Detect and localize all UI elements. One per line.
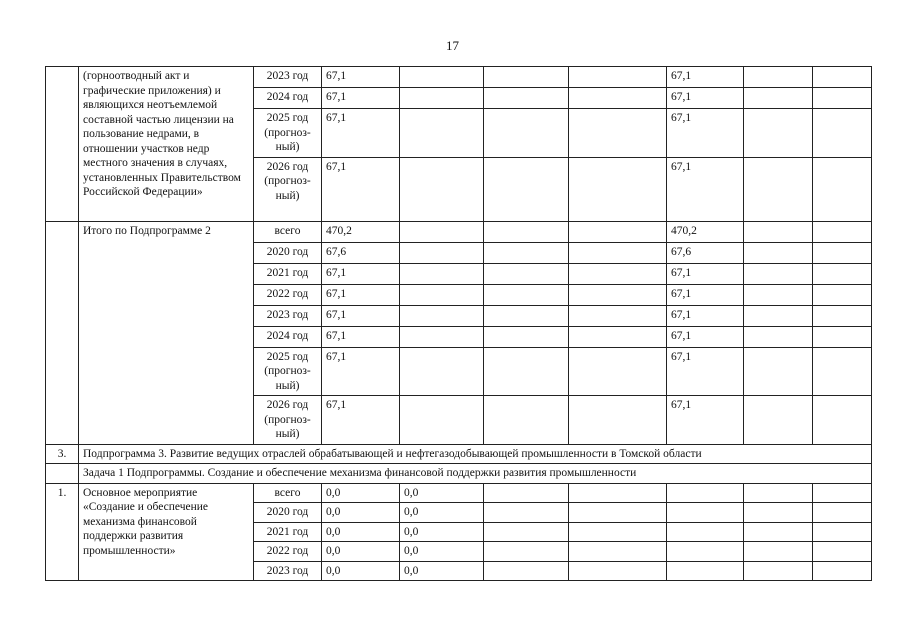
task-title: Задача 1 Подпрограммы. Создание и обеспечение механизма финансовой поддержки развития промышленности bbox=[79, 464, 872, 484]
total-cell: 67,1 bbox=[322, 67, 400, 88]
page-number: 17 bbox=[446, 38, 459, 53]
year-cell: 2021 год bbox=[254, 522, 322, 542]
total-cell: 0,0 bbox=[322, 503, 400, 523]
table-cell bbox=[484, 483, 569, 503]
table-cell bbox=[813, 503, 872, 523]
year-cell: 2020 год bbox=[254, 503, 322, 523]
table-cell bbox=[813, 157, 872, 221]
total-cell: 0,0 bbox=[322, 561, 400, 581]
table-cell bbox=[484, 88, 569, 109]
table-cell bbox=[46, 67, 79, 222]
table-cell bbox=[569, 109, 667, 158]
table-cell bbox=[744, 522, 813, 542]
table-cell bbox=[744, 157, 813, 221]
table-cell bbox=[813, 561, 872, 581]
table-cell bbox=[400, 88, 484, 109]
total-cell: 0,0 bbox=[322, 522, 400, 542]
year-cell: 2022 год bbox=[254, 284, 322, 305]
table-cell bbox=[813, 221, 872, 242]
table-cell bbox=[400, 284, 484, 305]
table-cell bbox=[569, 396, 667, 445]
table-cell bbox=[744, 561, 813, 581]
local-budget-cell: 67,1 bbox=[667, 263, 744, 284]
subprogram-total-label: Итого по Подпрограмме 2 bbox=[79, 221, 254, 444]
table-row bbox=[46, 464, 872, 484]
row-number: 3. bbox=[46, 444, 79, 464]
year-cell: 2026 год (прогноз- ный) bbox=[254, 157, 322, 221]
local-budget-cell: 67,1 bbox=[667, 396, 744, 445]
local-budget-cell: 67,1 bbox=[667, 88, 744, 109]
table-cell bbox=[744, 483, 813, 503]
table-cell bbox=[569, 561, 667, 581]
local-budget-cell: 470,2 bbox=[667, 221, 744, 242]
year-cell: 2021 год bbox=[254, 263, 322, 284]
subprogram-title: Подпрограмма 3. Развитие ведущих отраслей обрабатывающей и нефтегазодобывающей промышленности в Томской области bbox=[79, 444, 872, 464]
federal-budget-cell: 0,0 bbox=[400, 503, 484, 523]
federal-budget-cell: 0,0 bbox=[400, 542, 484, 562]
total-cell: 67,1 bbox=[322, 88, 400, 109]
local-budget-cell: 67,1 bbox=[667, 157, 744, 221]
table-cell bbox=[484, 284, 569, 305]
table-cell bbox=[569, 542, 667, 562]
budget-table bbox=[45, 66, 872, 581]
federal-budget-cell: 0,0 bbox=[400, 561, 484, 581]
table-cell bbox=[400, 347, 484, 396]
table-cell bbox=[569, 242, 667, 263]
table-cell bbox=[744, 284, 813, 305]
year-cell: 2025 год (прогноз- ный) bbox=[254, 347, 322, 396]
table-cell bbox=[744, 347, 813, 396]
year-cell: 2023 год bbox=[254, 67, 322, 88]
table-row bbox=[46, 444, 872, 464]
table-cell bbox=[813, 542, 872, 562]
row-number: 1. bbox=[46, 483, 79, 581]
total-cell: 0,0 bbox=[322, 483, 400, 503]
table-cell bbox=[813, 263, 872, 284]
table-cell bbox=[484, 396, 569, 445]
table-cell bbox=[813, 522, 872, 542]
year-cell: 2023 год bbox=[254, 561, 322, 581]
table-cell bbox=[569, 221, 667, 242]
total-cell: 67,1 bbox=[322, 263, 400, 284]
table-cell bbox=[569, 284, 667, 305]
table-cell bbox=[744, 242, 813, 263]
table-cell bbox=[400, 221, 484, 242]
table-cell bbox=[569, 263, 667, 284]
table-cell bbox=[569, 88, 667, 109]
table-row bbox=[46, 483, 872, 503]
table-cell bbox=[569, 483, 667, 503]
table-cell bbox=[813, 347, 872, 396]
total-cell: 67,1 bbox=[322, 284, 400, 305]
table-cell bbox=[484, 109, 569, 158]
total-cell: 67,1 bbox=[322, 109, 400, 158]
year-cell: 2024 год bbox=[254, 326, 322, 347]
table-cell bbox=[569, 157, 667, 221]
year-cell: всего bbox=[254, 483, 322, 503]
table-cell bbox=[46, 464, 79, 484]
activity-description: (горноотводный акт и графические приложения) и являющихся неотъемлемой составной частью лицензии на пользование недрами, в отношении участков недр местного значения в случаях, установленных Правительством Российской Федерации» bbox=[79, 67, 254, 222]
table-cell bbox=[813, 326, 872, 347]
table-cell bbox=[484, 242, 569, 263]
table-cell bbox=[744, 305, 813, 326]
year-cell: 2023 год bbox=[254, 305, 322, 326]
table-cell bbox=[484, 157, 569, 221]
table-cell bbox=[484, 221, 569, 242]
year-cell: всего bbox=[254, 221, 322, 242]
table-cell bbox=[400, 109, 484, 158]
table-cell bbox=[400, 67, 484, 88]
year-cell: 2022 год bbox=[254, 542, 322, 562]
table-cell bbox=[744, 503, 813, 523]
table-cell bbox=[667, 542, 744, 562]
table-cell bbox=[813, 109, 872, 158]
table-cell bbox=[569, 522, 667, 542]
total-cell: 67,1 bbox=[322, 347, 400, 396]
local-budget-cell: 67,1 bbox=[667, 305, 744, 326]
table-cell bbox=[400, 396, 484, 445]
table-cell bbox=[569, 347, 667, 396]
table-cell bbox=[813, 67, 872, 88]
local-budget-cell: 67,1 bbox=[667, 109, 744, 158]
federal-budget-cell: 0,0 bbox=[400, 483, 484, 503]
table-cell bbox=[400, 305, 484, 326]
table-cell bbox=[667, 522, 744, 542]
table-cell bbox=[813, 242, 872, 263]
table-cell bbox=[744, 396, 813, 445]
table-cell bbox=[484, 305, 569, 326]
total-cell: 67,1 bbox=[322, 396, 400, 445]
table-row bbox=[46, 221, 872, 242]
year-cell: 2020 год bbox=[254, 242, 322, 263]
table-cell bbox=[744, 109, 813, 158]
table-cell bbox=[569, 67, 667, 88]
table-cell bbox=[813, 396, 872, 445]
table-cell bbox=[667, 483, 744, 503]
local-budget-cell: 67,1 bbox=[667, 347, 744, 396]
table-cell bbox=[744, 263, 813, 284]
table-cell bbox=[744, 67, 813, 88]
table-cell bbox=[569, 503, 667, 523]
table-cell bbox=[400, 242, 484, 263]
table-cell bbox=[484, 347, 569, 396]
table-cell bbox=[484, 503, 569, 523]
table-cell bbox=[569, 326, 667, 347]
federal-budget-cell: 0,0 bbox=[400, 522, 484, 542]
local-budget-cell: 67,6 bbox=[667, 242, 744, 263]
table-cell bbox=[744, 88, 813, 109]
table-cell bbox=[667, 561, 744, 581]
total-cell: 67,1 bbox=[322, 326, 400, 347]
table-cell bbox=[813, 483, 872, 503]
table-row bbox=[46, 67, 872, 88]
table-cell bbox=[484, 561, 569, 581]
table-cell bbox=[484, 542, 569, 562]
total-cell: 67,1 bbox=[322, 305, 400, 326]
table-cell bbox=[744, 221, 813, 242]
table-cell bbox=[813, 284, 872, 305]
table-cell bbox=[400, 326, 484, 347]
table-cell bbox=[400, 157, 484, 221]
local-budget-cell: 67,1 bbox=[667, 67, 744, 88]
year-cell: 2025 год (прогноз- ный) bbox=[254, 109, 322, 158]
table-cell bbox=[744, 542, 813, 562]
table-cell bbox=[813, 88, 872, 109]
total-cell: 470,2 bbox=[322, 221, 400, 242]
activity-description: Основное мероприятие «Создание и обеспечение механизма финансовой поддержки развития промышленности» bbox=[79, 483, 254, 581]
total-cell: 0,0 bbox=[322, 542, 400, 562]
table-cell bbox=[484, 326, 569, 347]
table-cell bbox=[484, 67, 569, 88]
total-cell: 67,6 bbox=[322, 242, 400, 263]
table-cell bbox=[46, 221, 79, 444]
table-cell bbox=[569, 305, 667, 326]
table-cell bbox=[667, 503, 744, 523]
year-cell: 2026 год (прогноз- ный) bbox=[254, 396, 322, 445]
local-budget-cell: 67,1 bbox=[667, 326, 744, 347]
year-cell: 2024 год bbox=[254, 88, 322, 109]
table-cell bbox=[400, 263, 484, 284]
table-cell bbox=[484, 522, 569, 542]
table-cell bbox=[813, 305, 872, 326]
local-budget-cell: 67,1 bbox=[667, 284, 744, 305]
table-cell bbox=[744, 326, 813, 347]
total-cell: 67,1 bbox=[322, 157, 400, 221]
table-cell bbox=[484, 263, 569, 284]
